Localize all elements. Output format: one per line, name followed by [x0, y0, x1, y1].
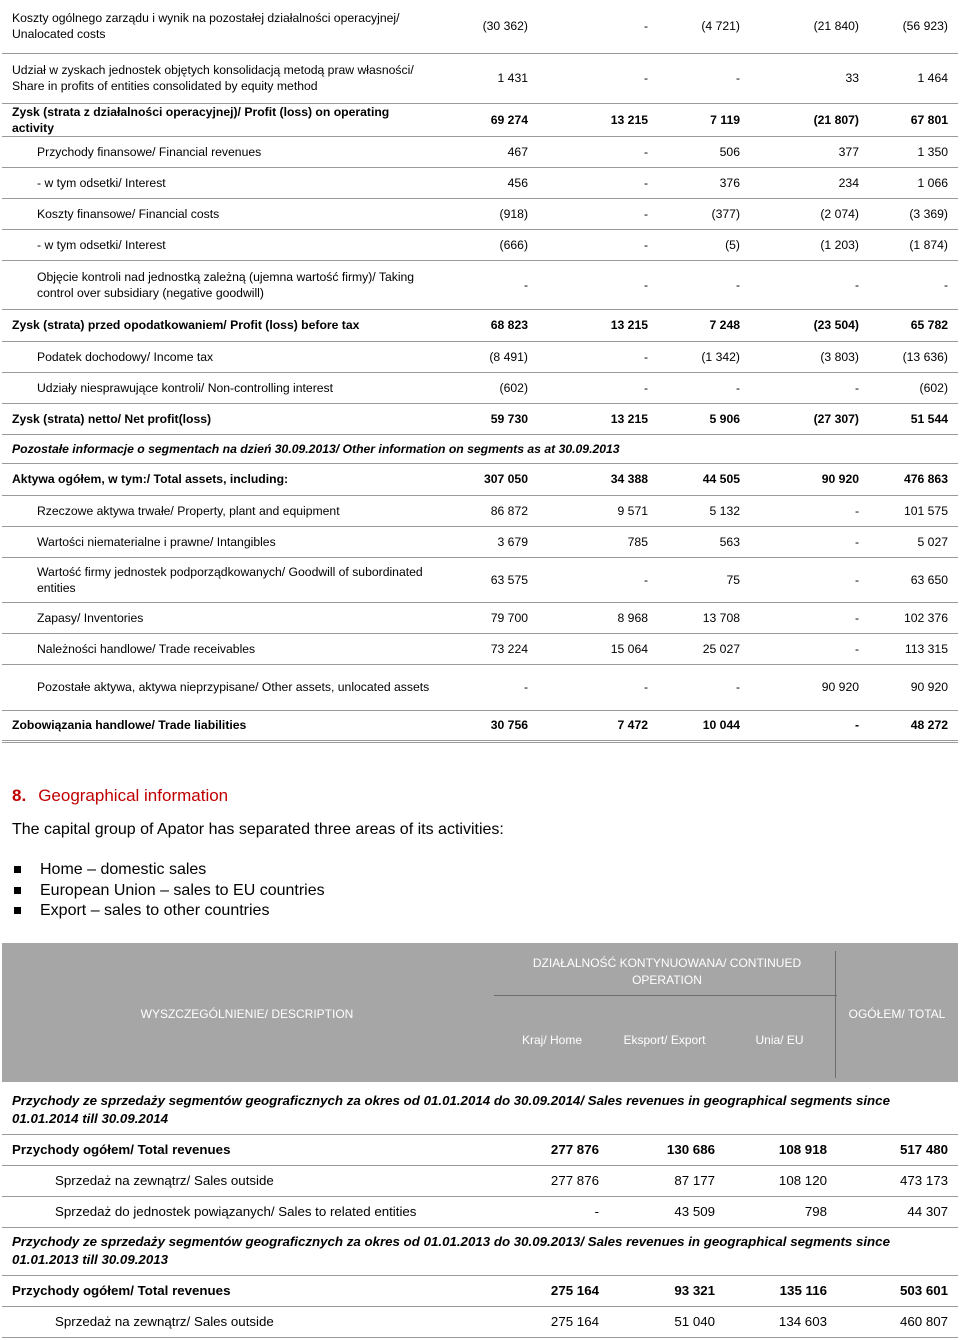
cell: - [538, 0, 658, 53]
row-label: Sprzedaż na zewnątrz/ Sales outside [2, 1306, 497, 1337]
cell: 473 173 [837, 1165, 958, 1196]
list-item-text: Home – domestic sales [40, 861, 207, 878]
row-label: Zysk (strata) przed opodatkowaniem/ Profit (loss) before tax [2, 309, 440, 341]
table-row [2, 0, 958, 53]
cell: 93 321 [609, 1275, 725, 1306]
table-row [2, 1196, 958, 1227]
cell: 63 650 [869, 557, 958, 602]
cell: - [750, 557, 869, 602]
period-heading: Przychody ze sprzedaży segmentów geograficznych za okres od 01.01.2014 do 30.09.2014/ Sales revenues in geographical segments since 01.01.2014 till 30.09.2014 [2, 1087, 958, 1134]
list-item [12, 860, 325, 881]
cell: - [538, 372, 658, 403]
cell: 1 464 [869, 53, 958, 103]
cell: 7 119 [658, 103, 750, 136]
table-row [2, 1134, 958, 1165]
cell: 3 679 [440, 526, 538, 557]
cell: 15 064 [538, 633, 658, 664]
cell: - [750, 602, 869, 633]
table-row [2, 260, 958, 309]
cell: (23 504) [750, 309, 869, 341]
cell: 1 350 [869, 136, 958, 167]
table-row [2, 1165, 958, 1196]
table-row [2, 1275, 958, 1306]
table-row [2, 309, 958, 341]
cell: 277 876 [497, 1134, 609, 1165]
bullet-square-icon [14, 907, 21, 914]
cell: (21 840) [750, 0, 869, 53]
row-label: Aktywa ogółem, w tym:/ Total assets, including: [2, 463, 440, 495]
row-label: Wartość firmy jednostek podporządkowanych/ Goodwill of subordinated entities [2, 557, 440, 602]
row-label: Udział w zyskach jednostek objętych konsolidacją metodą praw własności/ Share in profits of entities consolidated by equity method [2, 53, 440, 103]
cell: - [538, 341, 658, 372]
cell: (2 074) [750, 198, 869, 229]
row-label: Przychody finansowe/ Financial revenues [2, 136, 440, 167]
cell: 9 571 [538, 495, 658, 526]
cell: 67 801 [869, 103, 958, 136]
table-row [2, 664, 958, 710]
row-label: - w tym odsetki/ Interest [2, 229, 440, 260]
cell: (1 874) [869, 229, 958, 260]
table-row [2, 372, 958, 403]
cell: 63 575 [440, 557, 538, 602]
cell: 68 823 [440, 309, 538, 341]
cell: 798 [725, 1196, 837, 1227]
cell: 102 376 [869, 602, 958, 633]
period-heading: Przychody ze sprzedaży segmentów geograficznych za okres od 01.01.2013 do 30.09.2013/ Sales revenues in geographical segments since 01.01.2013 till 30.09.2013 [2, 1227, 958, 1275]
cell: 456 [440, 167, 538, 198]
cell: - [750, 710, 869, 741]
cell: - [538, 664, 658, 710]
table-row [2, 633, 958, 664]
cell: (13 636) [869, 341, 958, 372]
cell: (1 203) [750, 229, 869, 260]
row-label: Objęcie kontroli nad jednostką zależną (ujemna wartość firmy)/ Taking control over subsidiary (negative goodwill) [2, 260, 440, 309]
table-row [2, 463, 958, 495]
cell: - [497, 1196, 609, 1227]
table-row [2, 495, 958, 526]
row-label: Pozostałe aktywa, aktywa nieprzypisane/ Other assets, unlocated assets [2, 664, 440, 710]
cell: 13 215 [538, 309, 658, 341]
cell: 90 920 [750, 463, 869, 495]
cell: 59 730 [440, 403, 538, 434]
list-item-text: European Union – sales to EU countries [40, 881, 325, 899]
cell: (8 491) [440, 341, 538, 372]
col-export-header: Eksport/ Export [623, 1033, 706, 1047]
cell: 13 215 [538, 403, 658, 434]
cell: 506 [658, 136, 750, 167]
section-number: 8. [12, 786, 27, 805]
cell: (377) [658, 198, 750, 229]
cell: - [538, 557, 658, 602]
cell: 7 472 [538, 710, 658, 741]
cell: (21 807) [750, 103, 869, 136]
cell: 275 164 [497, 1306, 609, 1337]
continued-operation-header: DZIAŁALNOŚĆ KONTYNUOWANA/ CONTINUED OPERATION [532, 956, 802, 987]
row-label: - w tym odsetki/ Interest [2, 167, 440, 198]
table-row [2, 602, 958, 633]
cell: 13 215 [538, 103, 658, 136]
bullet-square-icon [14, 887, 21, 894]
list-item-text: Export – sales to other countries [40, 902, 270, 919]
cell: (1 342) [658, 341, 750, 372]
cell: 785 [538, 526, 658, 557]
cell: 134 603 [725, 1306, 837, 1337]
cell: - [538, 198, 658, 229]
cell: - [869, 260, 958, 309]
table-row [2, 103, 958, 136]
table-row [2, 557, 958, 602]
cell: 25 027 [658, 633, 750, 664]
cell: 44 505 [658, 463, 750, 495]
row-label: Zapasy/ Inventories [2, 602, 440, 633]
col-eu-header: Unia/ EU [755, 1033, 804, 1047]
cell: (56 923) [869, 0, 958, 53]
row-label: Sprzedaż na zewnątrz/ Sales outside [2, 1165, 497, 1196]
row-label: Zysk (strata) netto/ Net profit(loss) [2, 403, 440, 434]
cell: (30 362) [440, 0, 538, 53]
cell: - [658, 664, 750, 710]
cell: 73 224 [440, 633, 538, 664]
header-divider [835, 951, 836, 1078]
table-row [2, 198, 958, 229]
row-label: Koszty ogólnego zarządu i wynik na pozostałej działalności operacyjnej/ Unalocated costs [2, 0, 440, 53]
cell: (666) [440, 229, 538, 260]
cell: - [538, 260, 658, 309]
cell: 517 480 [837, 1134, 958, 1165]
row-label: Sprzedaż do jednostek powiązanych/ Sales to related entities [2, 1196, 497, 1227]
cell: 307 050 [440, 463, 538, 495]
cell: 476 863 [869, 463, 958, 495]
cell: 5 132 [658, 495, 750, 526]
list-item [12, 901, 325, 922]
table-row [2, 53, 958, 103]
cell: - [658, 53, 750, 103]
cell: 51 040 [609, 1306, 725, 1337]
row-label: Zysk (strata z działalności operacyjnej)/ Profit (loss) on operating activity [2, 103, 440, 136]
cell: 33 [750, 53, 869, 103]
section-note: Pozostałe informacje o segmentach na dzień 30.09.2013/ Other information on segments as at 30.09.2013 [2, 434, 958, 463]
cell: 1 431 [440, 53, 538, 103]
bullet-square-icon [14, 866, 21, 873]
cell: - [750, 495, 869, 526]
cell: 503 601 [837, 1275, 958, 1306]
cell: 5 027 [869, 526, 958, 557]
table-row [2, 167, 958, 198]
cell: 275 164 [497, 1275, 609, 1306]
cell: (4 721) [658, 0, 750, 53]
cell: 7 248 [658, 309, 750, 341]
table-row [2, 341, 958, 372]
activity-list [12, 860, 325, 922]
cell: (602) [440, 372, 538, 403]
row-label: Przychody ogółem/ Total revenues [2, 1275, 497, 1306]
cell: 69 274 [440, 103, 538, 136]
segments-table [2, 0, 958, 743]
cell: 5 906 [658, 403, 750, 434]
cell: - [538, 53, 658, 103]
table-row [2, 710, 958, 741]
cell: 135 116 [725, 1275, 837, 1306]
cell: 1 066 [869, 167, 958, 198]
table-row [2, 403, 958, 434]
row-label: Należności handlowe/ Trade receivables [2, 633, 440, 664]
table-section-heading [2, 1227, 958, 1275]
cell: 377 [750, 136, 869, 167]
cell: - [750, 260, 869, 309]
cell: 34 388 [538, 463, 658, 495]
table-section-heading [2, 1087, 958, 1134]
cell: - [658, 260, 750, 309]
intro-paragraph: The capital group of Apator has separated three areas of its activities: [12, 821, 504, 838]
cell: 460 807 [837, 1306, 958, 1337]
table-row [2, 229, 958, 260]
row-label: Podatek dochodowy/ Income tax [2, 341, 440, 372]
cell: 108 120 [725, 1165, 837, 1196]
geo-table [2, 1087, 958, 1338]
cell: 234 [750, 167, 869, 198]
section-heading [12, 786, 228, 806]
cell: - [658, 372, 750, 403]
cell: 101 575 [869, 495, 958, 526]
table-row [2, 1306, 958, 1337]
cell: 376 [658, 167, 750, 198]
section-title: Geographical information [38, 786, 229, 805]
table-row [2, 526, 958, 557]
cell: 90 920 [869, 664, 958, 710]
cell: 86 872 [440, 495, 538, 526]
cell: 108 918 [725, 1134, 837, 1165]
cell: 75 [658, 557, 750, 602]
cell: - [538, 229, 658, 260]
cell: 8 968 [538, 602, 658, 633]
cell: 563 [658, 526, 750, 557]
row-label: Przychody ogółem/ Total revenues [2, 1134, 497, 1165]
table-row [2, 136, 958, 167]
description-header: WYSZCZEGÓLNIENIE/ DESCRIPTION [140, 1007, 354, 1021]
cell: 87 177 [609, 1165, 725, 1196]
cell: (3 803) [750, 341, 869, 372]
table-section-heading [2, 434, 958, 463]
cell: - [440, 664, 538, 710]
col-home-header: Kraj/ Home [521, 1033, 583, 1047]
cell: (3 369) [869, 198, 958, 229]
cell: (602) [869, 372, 958, 403]
cell: - [538, 136, 658, 167]
cell: 277 876 [497, 1165, 609, 1196]
row-label: Wartości niematerialne i prawne/ Intangibles [2, 526, 440, 557]
cell: 13 708 [658, 602, 750, 633]
cell: - [750, 633, 869, 664]
cell: 48 272 [869, 710, 958, 741]
cell: (918) [440, 198, 538, 229]
row-label: Udziały niesprawujące kontroli/ Non-controlling interest [2, 372, 440, 403]
cell: - [750, 526, 869, 557]
row-label: Zobowiązania handlowe/ Trade liabilities [2, 710, 440, 741]
cell: 51 544 [869, 403, 958, 434]
total-header: OGÓŁEM/ TOTAL [848, 1007, 946, 1021]
header-divider [494, 995, 837, 996]
cell: - [750, 372, 869, 403]
cell: 467 [440, 136, 538, 167]
cell: 90 920 [750, 664, 869, 710]
cell: 79 700 [440, 602, 538, 633]
list-item [12, 881, 325, 902]
cell: 65 782 [869, 309, 958, 341]
cell: 10 044 [658, 710, 750, 741]
cell: - [538, 167, 658, 198]
cell: (5) [658, 229, 750, 260]
row-label: Rzeczowe aktywa trwałe/ Property, plant and equipment [2, 495, 440, 526]
row-label: Koszty finansowe/ Financial costs [2, 198, 440, 229]
cell: 44 307 [837, 1196, 958, 1227]
cell: 30 756 [440, 710, 538, 741]
cell: 113 315 [869, 633, 958, 664]
cell: 130 686 [609, 1134, 725, 1165]
cell: - [440, 260, 538, 309]
cell: 43 509 [609, 1196, 725, 1227]
cell: (27 307) [750, 403, 869, 434]
geo-table-header [2, 943, 958, 1082]
